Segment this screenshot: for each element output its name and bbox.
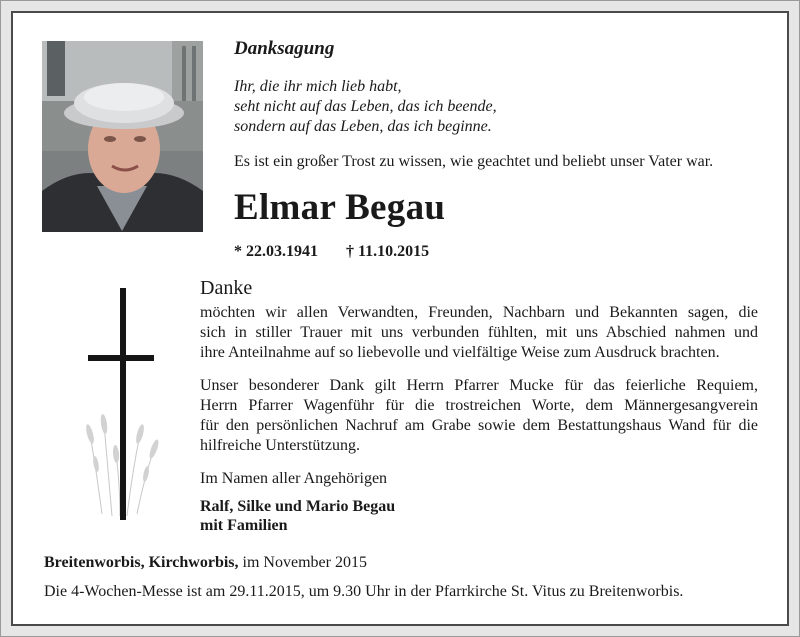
place-date xyxy=(44,554,367,572)
trost-text: Es ist ein großer Trost zu wissen, wie geachtet und beliebt unser Vater war. xyxy=(234,153,714,170)
mass-announcement: Die 4-Wochen-Messe ist am 29.11.2015, um 9.30 Uhr in der Pfarrkirche St. Vitus zu Breitenworbis. xyxy=(44,583,684,600)
paragraph-line: ihre Anteilnahme auf so liebevolle und vielfältige Weise zum Ausdruck brachten. xyxy=(200,344,720,361)
signers xyxy=(200,497,395,535)
deceased-name: Elmar Begau xyxy=(234,187,446,228)
poem-line: sondern auf das Leben, das ich beginne. xyxy=(234,118,492,135)
paragraph-line: Unser besonderer Dank gilt Herrn Pfarrer Mucke für das feierliche Requiem, xyxy=(200,377,758,394)
signer-names: Ralf, Silke und Mario Begau xyxy=(200,498,396,515)
birth-date: * 22.03.1941 xyxy=(234,243,318,260)
notice-heading: Danksagung xyxy=(234,38,335,59)
signer-families: mit Familien xyxy=(200,517,288,534)
poem xyxy=(234,77,497,137)
special-thanks-paragraph xyxy=(200,376,758,456)
paragraph-line: für den persönlichen Nachruf am Grabe sowie dem Bestattungshaus Wand für die xyxy=(200,417,758,434)
life-dates xyxy=(234,243,429,261)
danke-title: Danke xyxy=(200,277,253,299)
portrait-photo xyxy=(42,41,203,232)
thanks-paragraph xyxy=(200,303,758,363)
paragraph-line: sich in stiller Trauer mit uns verbunden fühlten, mit uns Abschied nahmen und xyxy=(200,324,758,341)
paragraph-line: Herrn Pfarrer Wagenführ für die trostreichen Worte, dem Männergesangverein xyxy=(200,397,758,414)
poem-line: Ihr, die ihr mich lieb habt, xyxy=(234,78,402,95)
paragraph-line: möchten wir allen Verwandten, Freunden, Nachbarn und Bekannten sagen, die xyxy=(200,304,758,321)
cross-with-grass-icon xyxy=(82,284,162,524)
paragraph-line: hilfreiche Unterstützung. xyxy=(200,437,360,454)
place-names: Breitenworbis, Kirchworbis, xyxy=(44,554,239,571)
death-date: † 11.10.2015 xyxy=(346,243,430,260)
notice-date: im November 2015 xyxy=(242,554,367,571)
poem-line: seht nicht auf das Leben, das ich beende, xyxy=(234,98,497,115)
closing-line: Im Namen aller Angehörigen xyxy=(200,470,388,487)
